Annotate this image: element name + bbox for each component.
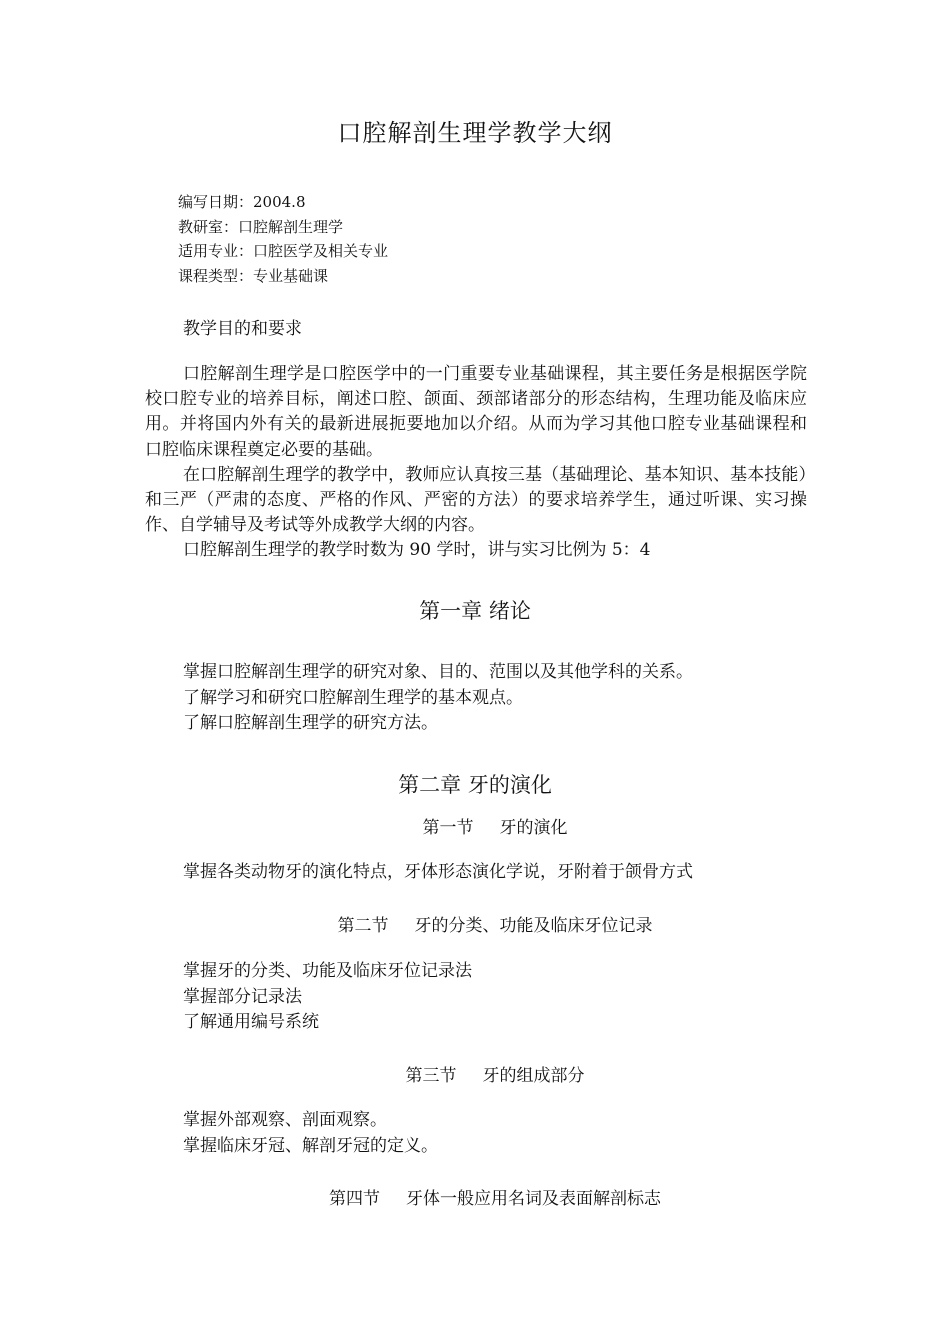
list-item: 了解口腔解剖生理学的研究方法。 — [183, 713, 438, 733]
list-item: 掌握部分记录法 — [183, 986, 302, 1007]
section-3-heading — [0, 1061, 950, 1086]
meta-department: 教研室：口腔解剖生理学 — [178, 217, 344, 236]
purpose-paragraph: 口腔解剖生理学的教学时数为 90 学时，讲与实习比例为 5：4 — [183, 540, 651, 561]
purpose-paragraph: 口腔解剖生理学是口腔医学中的一门重要专业基础课程，其主要任务是根据医学院校口腔专业的培养目标，阐述口腔、颌面、颈部诸部分的形态结构，生理功能及临床应用。并将国内外有关的最新进展扼要地加以介绍。从而为学习其他口腔专业基础课程和口腔临床课程奠定必要的基础。 — [145, 364, 807, 460]
section-number: 第一节 — [422, 818, 474, 838]
section-number: 第二节 — [337, 916, 389, 936]
list-item: 掌握各类动物牙的演化特点，牙体形态演化学说，牙附着于颌骨方式 — [183, 862, 693, 882]
section-2-items — [183, 959, 472, 1036]
list-item: 了解学习和研究口腔解剖生理学的基本观点。 — [183, 687, 523, 708]
section-4-heading — [0, 1184, 950, 1209]
section-name: 牙的演化 — [499, 818, 568, 838]
section-name: 牙的分类、功能及临床牙位记录 — [414, 916, 653, 936]
section-2-heading — [0, 911, 950, 936]
chapter-1-items — [183, 660, 693, 737]
meta-major: 适用专业：口腔医学及相关专业 — [178, 242, 389, 260]
list-item: 掌握口腔解剖生理学的研究对象、目的、范围以及其他学科的关系。 — [183, 662, 693, 682]
section-name: 牙的组成部分 — [482, 1066, 585, 1086]
meta-course-type: 课程类型：专业基础课 — [178, 266, 329, 285]
section-number: 第四节 — [329, 1189, 380, 1209]
purpose-paragraph: 在口腔解剖生理学的教学中，教师应认真按三基（基础理论、基本知识、基本技能）和三严（严肃的态度、严格的作风、严密的方法）的要求培养学生，通过听课、实习操作、自学辅导及考试等外成教学大纲的内容。 — [145, 464, 807, 536]
meta-date: 编写日期：2004.8 — [178, 193, 306, 211]
section-3-items — [183, 1108, 438, 1159]
document-title: 口腔解剖生理学教学大纲 — [337, 119, 613, 147]
section-1-heading — [0, 813, 950, 838]
list-item: 了解通用编号系统 — [183, 1012, 319, 1032]
purpose-body — [145, 362, 807, 564]
section-number: 第三节 — [405, 1066, 457, 1086]
document-meta — [178, 190, 388, 288]
section-1-items — [183, 860, 693, 886]
list-item: 掌握牙的分类、功能及临床牙位记录法 — [183, 961, 472, 981]
list-item: 掌握外部观察、剖面观察。 — [183, 1110, 387, 1130]
chapter-1-title: 第一章 绪论 — [419, 599, 531, 623]
purpose-heading: 教学目的和要求 — [183, 319, 302, 339]
chapter-2-title: 第二章 牙的演化 — [398, 773, 552, 797]
list-item: 掌握临床牙冠、解剖牙冠的定义。 — [183, 1135, 438, 1156]
section-name: 牙体一般应用名词及表面解剖标志 — [406, 1189, 661, 1209]
